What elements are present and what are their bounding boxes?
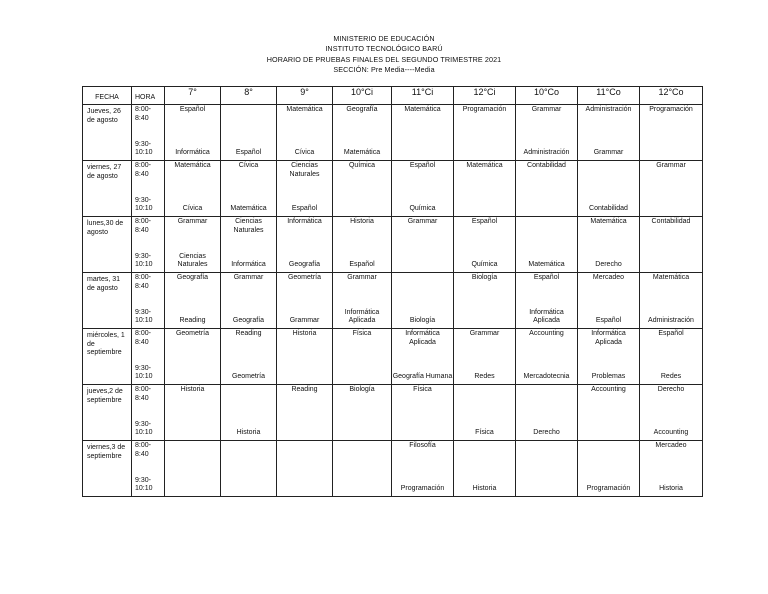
subject-first-slot: Español [471,218,498,225]
subject-second-slot [640,188,702,216]
schedule-row [83,385,703,441]
exam-times [132,385,165,441]
subject-second-slot [578,412,639,440]
subject-first-slot: Español [409,162,436,169]
subject-cell [392,105,454,161]
subject-cell [277,217,333,273]
subject-cell [392,441,454,497]
subject-cell [221,385,277,441]
subject-second-slot: Programación [586,485,631,493]
subject-first-slot: Grammar [347,274,377,281]
header-schedule-title: HORARIO DE PRUEBAS FINALES DEL SEGUNDO TRIMESTRE 2021 [266,54,502,64]
subject-second-slot: Matemática [230,205,267,213]
subject-first-slot: Informática [287,218,322,225]
subject-second-slot: Accounting [653,429,689,437]
subject-second-slot: Matemática [343,149,381,157]
subject-second-slot [640,244,702,272]
time-slot-second: 9:30- 10:10 [135,252,153,269]
subject-second-slot: Problemas [591,373,626,381]
subject-first-slot [516,441,577,468]
subject-cell [516,105,578,161]
subject-first-slot [454,385,515,412]
subject-first-slot [516,385,577,412]
subject-cell [578,273,640,329]
subject-second-slot: Informática [175,149,210,157]
subject-cell [221,105,277,161]
subject-first-slot: Ciencias Naturales [233,218,264,234]
subject-cell [392,385,454,441]
subject-second-slot: Redes [474,373,495,381]
subject-cell [640,385,703,441]
subject-second-slot: Ciencias Naturales [177,252,208,269]
time-slot-first: 8:00- 8:40 [135,106,151,122]
subject-second-slot [454,132,515,160]
subject-cell [165,217,221,273]
subject-cell [333,385,392,441]
subject-second-slot: Química [471,261,498,269]
subject-cell [392,161,454,217]
subject-cell [640,329,703,385]
subject-first-slot: Grammar [407,218,438,225]
subject-first-slot: Accounting [591,386,626,393]
subject-first-slot [221,105,276,132]
header-institute: INSTITUTO TECNOLÓGICO BARÚ [325,44,443,54]
grade-header: 12°Ci [454,87,516,105]
subject-second-slot [333,188,391,216]
subject-second-slot: Español [235,149,262,157]
subject-cell [277,385,333,441]
subject-second-slot: Geografía Humana [392,373,453,381]
subject-second-slot [165,356,220,384]
subject-first-slot: Administración [585,106,632,113]
subject-cell [454,105,516,161]
time-slot-first: 8:00- 8:40 [135,274,151,290]
subject-second-slot: Geografía [288,261,321,269]
subject-first-slot: Reading [291,386,318,393]
subject-second-slot: Física [475,429,494,437]
time-slot-second: 9:30- 10:10 [135,196,153,213]
subject-second-slot [392,132,453,160]
subject-cell [333,329,392,385]
time-slot-first: 8:00- 8:40 [135,386,151,402]
document-header [0,34,768,75]
subject-first-slot: Informática Aplicada [405,330,440,346]
time-slot-first: 8:00- 8:40 [135,330,151,346]
exam-date: jueves,2 de septiembre [83,385,132,441]
exam-times [132,329,165,385]
subject-second-slot: Geografía [232,317,265,325]
subject-second-slot [516,468,577,496]
subject-second-slot: Informática Aplicada [529,308,564,325]
subject-second-slot [333,412,391,440]
subject-cell [277,441,333,497]
subject-first-slot: Historia [292,330,317,337]
subject-first-slot: Física [352,330,372,337]
subject-second-slot: Matemática [528,261,565,269]
subject-cell [516,441,578,497]
subject-second-slot: Química [409,205,436,213]
subject-second-slot: Geometría [231,373,266,381]
subject-first-slot [333,441,391,468]
subject-first-slot: Grammar [469,330,500,337]
subject-second-slot: Mercadotecnia [523,373,570,381]
subject-second-slot [392,244,453,272]
subject-cell [454,385,516,441]
time-slot-first: 8:00- 8:40 [135,162,151,178]
exam-times [132,441,165,497]
subject-first-slot: Español [533,274,560,281]
subject-first-slot: Grammar [177,218,208,225]
subject-first-slot: Matemática [174,162,211,169]
subject-first-slot: Matemática [404,106,441,113]
subject-second-slot: Derecho [595,261,622,269]
subject-second-slot: Grammar [289,317,320,325]
time-slot-second: 9:30- 10:10 [135,308,153,325]
schedule-row [83,273,703,329]
subject-cell [578,441,640,497]
subject-first-slot [165,441,220,468]
subject-second-slot: Informática [231,261,266,269]
exam-date: miércoles, 1 de septiembre [83,329,132,385]
exam-times [132,273,165,329]
subject-cell [165,329,221,385]
subject-first-slot [578,161,639,188]
subject-first-slot: Química [348,162,376,169]
subject-first-slot [221,385,276,412]
subject-cell [333,441,392,497]
subject-cell [277,161,333,217]
subject-second-slot [165,412,220,440]
subject-cell [640,217,703,273]
subject-second-slot [165,468,220,496]
subject-cell [392,329,454,385]
subject-first-slot: Reading [235,330,262,337]
subject-first-slot: Historia [180,386,205,393]
schedule-row [83,217,703,273]
exam-date: viernes, 27 de agosto [83,161,132,217]
subject-second-slot [277,356,332,384]
subject-first-slot: Grammar [233,274,264,281]
subject-cell [454,217,516,273]
subject-cell [165,441,221,497]
subject-cell [333,161,392,217]
subject-first-slot: Filosofía [409,442,436,449]
subject-second-slot [277,468,332,496]
subject-first-slot: Español [179,106,206,113]
subject-cell [640,441,703,497]
exam-schedule-table [82,86,703,497]
subject-first-slot: Grammar [656,162,686,169]
subject-cell [640,105,703,161]
time-slot-second: 9:30- 10:10 [135,420,153,437]
subject-second-slot: Administración [523,149,570,157]
exam-times [132,105,165,161]
subject-second-slot: Historia [236,429,261,437]
subject-second-slot: Administración [648,317,694,325]
subject-first-slot [516,217,577,244]
subject-second-slot: Español [595,317,622,325]
subject-cell [640,161,703,217]
subject-first-slot: Programación [462,106,507,113]
subject-first-slot [578,441,639,468]
subject-cell [516,329,578,385]
subject-second-slot: Español [349,261,375,269]
exam-times [132,217,165,273]
subject-cell [578,385,640,441]
subject-first-slot: Informática Aplicada [591,330,626,346]
subject-first-slot [392,273,453,300]
subject-cell [392,273,454,329]
subject-first-slot [221,441,276,468]
subject-first-slot: Ciencias Naturales [289,162,320,178]
subject-first-slot: Historia [350,218,374,225]
subject-cell [333,105,392,161]
subject-second-slot: Biología [409,317,436,325]
subject-cell [392,217,454,273]
subject-second-slot: Reading [179,317,206,325]
exam-date: martes, 31 de agosto [83,273,132,329]
subject-second-slot [333,468,391,496]
subject-first-slot [277,441,332,468]
schedule-row [83,161,703,217]
subject-second-slot: Derecho [533,429,560,437]
time-slot-first: 8:00- 8:40 [135,442,151,458]
grade-header: 10°Ci [333,87,392,105]
subject-second-slot: Programación [400,485,445,493]
subject-first-slot [454,441,515,468]
subject-first-slot: Grammar [531,106,562,113]
subject-first-slot: Matemática [286,106,323,113]
subject-cell [516,217,578,273]
subject-first-slot: Matemática [466,162,503,169]
grade-header: 9° [277,87,333,105]
subject-first-slot: Geografía [176,274,209,281]
subject-second-slot [277,412,332,440]
subject-first-slot: Geometría [175,330,210,337]
subject-cell [516,161,578,217]
header-section: SECCIÓN: Pre Media----Media [333,64,435,74]
exam-date: Jueves, 26 de agosto [83,105,132,161]
subject-cell [165,385,221,441]
grade-header: 11°Co [578,87,640,105]
subject-cell [165,273,221,329]
subject-second-slot: Grammar [593,149,624,157]
subject-second-slot [454,300,515,328]
subject-first-slot: Geometría [287,274,322,281]
subject-cell [165,161,221,217]
time-slot-second: 9:30- 10:10 [135,140,153,157]
time-slot-first: 8:00- 8:40 [135,218,151,234]
subject-second-slot [333,356,391,384]
subject-cell [454,273,516,329]
subject-first-slot: Contabilidad [651,218,691,225]
grade-header: 11°Ci [392,87,454,105]
subject-first-slot: Biología [471,274,498,281]
schedule-row [83,329,703,385]
subject-cell [277,329,333,385]
subject-second-slot: Informática Aplicada [344,308,380,325]
subject-cell [454,441,516,497]
header-row [83,87,703,105]
subject-second-slot: Historia [659,485,683,493]
subject-first-slot: Matemática [652,274,690,281]
subject-cell [578,161,640,217]
subject-first-slot: Programación [649,106,693,113]
subject-first-slot: Accounting [529,330,564,337]
subject-cell [578,329,640,385]
grade-header: 10°Co [516,87,578,105]
subject-first-slot: Contabilidad [527,162,566,169]
subject-cell [221,441,277,497]
subject-second-slot [516,188,577,216]
exam-date: lunes,30 de agosto [83,217,132,273]
subject-first-slot: Español [658,330,684,337]
subject-cell [516,385,578,441]
subject-cell [516,273,578,329]
subject-cell [221,329,277,385]
subject-cell [578,105,640,161]
subject-first-slot: Cívica [238,162,259,169]
subject-second-slot: Redes [660,373,682,381]
subject-cell [333,217,392,273]
subject-second-slot: Español [291,205,318,213]
time-slot-second: 9:30- 10:10 [135,364,153,381]
grade-header: 7° [165,87,221,105]
hora-header: HORA [132,87,165,105]
exam-date: viernes,3 de septiembre [83,441,132,497]
schedule-row [83,441,703,497]
subject-first-slot: Física [413,386,432,393]
subject-second-slot: Contabilidad [589,205,628,213]
subject-first-slot: Mercadeo [592,274,625,281]
subject-second-slot [221,468,276,496]
subject-first-slot: Derecho [657,386,685,393]
subject-first-slot: Biología [349,386,375,393]
subject-cell [640,273,703,329]
subject-first-slot: Geografía [346,106,378,113]
subject-second-slot: Cívica [182,205,203,213]
subject-second-slot [392,412,453,440]
grade-header: 8° [221,87,277,105]
subject-first-slot: Matemática [590,218,627,225]
subject-cell [578,217,640,273]
grade-header: 12°Co [640,87,703,105]
fecha-header: FECHA [83,87,132,105]
schedule-row [83,105,703,161]
subject-cell [454,329,516,385]
subject-first-slot: Mercadeo [655,442,687,449]
exam-times [132,161,165,217]
subject-cell [165,105,221,161]
time-slot-second: 9:30- 10:10 [135,476,153,493]
subject-cell [221,273,277,329]
subject-cell [277,105,333,161]
subject-cell [333,273,392,329]
subject-cell [277,273,333,329]
subject-cell [221,161,277,217]
subject-second-slot [640,132,702,160]
subject-second-slot [454,188,515,216]
subject-second-slot: Cívica [294,149,315,157]
header-ministry: MINISTERIO DE EDUCACIÓN [333,34,435,43]
subject-second-slot: Historia [472,485,497,493]
subject-cell [221,217,277,273]
subject-cell [454,161,516,217]
